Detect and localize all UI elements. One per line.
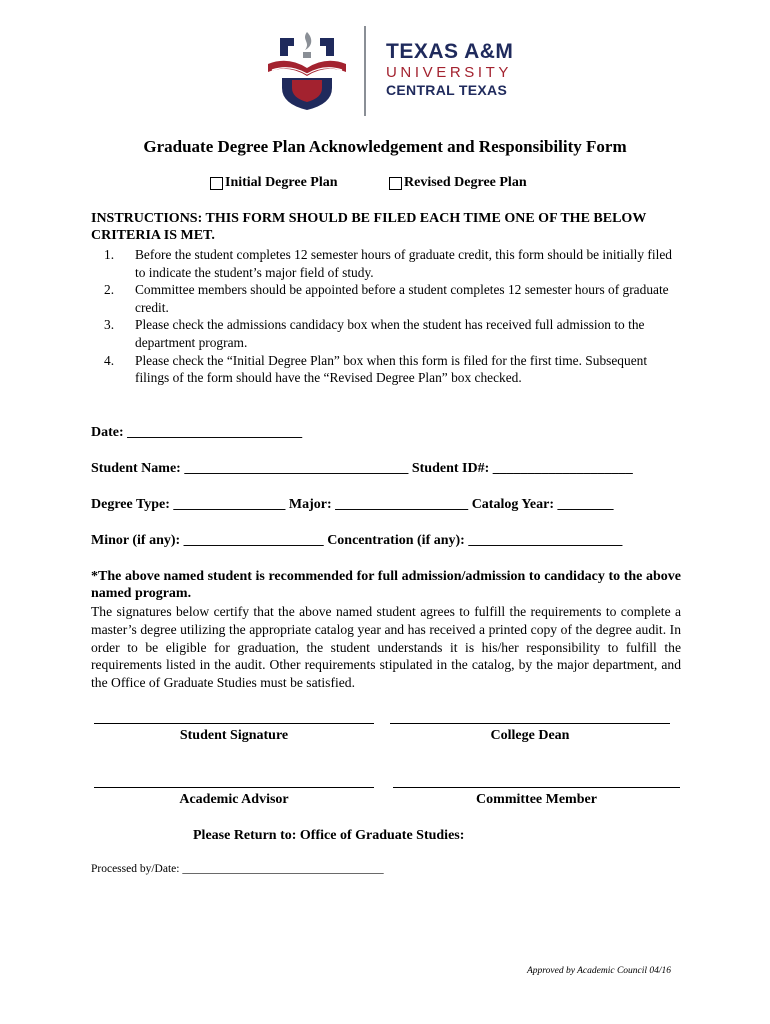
logo-text-texas-am: TEXAS A&M bbox=[386, 40, 514, 63]
student-id-field[interactable]: Student ID#: ____________________ bbox=[411, 461, 633, 476]
list-number: 1. bbox=[104, 247, 115, 262]
committee-member-signature-line[interactable] bbox=[393, 787, 680, 788]
revised-degree-plan-label: Revised Degree Plan bbox=[404, 175, 527, 190]
minor-field-row bbox=[91, 533, 622, 549]
instructions-heading: INSTRUCTIONS: THIS FORM SHOULD BE FILED EACH TIME ONE OF THE BELOW CRITERIA IS MET. bbox=[91, 211, 647, 243]
form-title: Graduate Degree Plan Acknowledgement and Responsibility Form bbox=[143, 137, 627, 156]
list-item bbox=[104, 246, 684, 281]
list-number: 4. bbox=[104, 352, 115, 368]
list-number: 2. bbox=[104, 282, 115, 298]
student-signature-line[interactable] bbox=[94, 723, 374, 724]
student-field-row bbox=[91, 461, 633, 477]
university-logo bbox=[262, 30, 352, 110]
major-field[interactable]: Major: ___________________ bbox=[288, 497, 469, 512]
degree-field-row bbox=[91, 497, 613, 513]
committee-member-label: Committee Member bbox=[476, 792, 597, 807]
logo-text-university: UNIVERSITY bbox=[386, 64, 513, 81]
shield-icon bbox=[262, 30, 352, 110]
approval-note: Approved by Academic Council 04/16 bbox=[527, 966, 672, 976]
processed-by-field[interactable]: Processed by/Date: ___________________________________ bbox=[91, 863, 384, 875]
date-field-row bbox=[91, 425, 302, 441]
academic-advisor-signature-line[interactable] bbox=[94, 787, 374, 788]
degree-type-field[interactable]: Degree Type: ________________ bbox=[91, 497, 286, 512]
college-dean-signature-line[interactable] bbox=[390, 723, 670, 724]
list-text: Before the student completes 12 semester hours of graduate credit, this form should be initially filed to indicate the student’s major field of study. bbox=[135, 247, 672, 280]
initial-degree-plan-label: Initial Degree Plan bbox=[225, 175, 338, 190]
recommendation-statement: *The above named student is recommended for full admission/admission to candidacy to the above named program. bbox=[91, 569, 681, 601]
list-text: Please check the “Initial Degree Plan” box when this form is filed for the first time. Subsequent filings of the form should have the “Revised Degree Plan” box checked. bbox=[135, 352, 648, 386]
college-dean-label: College Dean bbox=[490, 728, 570, 743]
list-item bbox=[104, 352, 684, 387]
list-item bbox=[104, 281, 684, 316]
list-text: Please check the admissions candidacy box when the student has received full admission to the department program. bbox=[135, 317, 645, 350]
concentration-field[interactable]: Concentration (if any): ______________________ bbox=[327, 533, 623, 548]
checkbox-box[interactable] bbox=[389, 177, 402, 190]
revised-degree-plan-checkbox[interactable] bbox=[389, 175, 527, 191]
academic-advisor-label: Academic Advisor bbox=[179, 792, 289, 807]
student-signature-label: Student Signature bbox=[179, 728, 289, 743]
date-field[interactable]: Date: _________________________ bbox=[91, 425, 303, 440]
list-text: Committee members should be appointed before a student completes 12 semester hours of graduate credit. bbox=[135, 282, 669, 315]
list-item bbox=[104, 316, 684, 351]
catalog-year-field[interactable]: Catalog Year: ________ bbox=[471, 497, 614, 512]
initial-degree-plan-checkbox[interactable] bbox=[210, 175, 338, 191]
instructions-list bbox=[104, 246, 684, 387]
return-instructions: Please Return to: Office of Graduate Studies: bbox=[193, 828, 465, 843]
list-number: 3. bbox=[104, 317, 115, 333]
logo-divider bbox=[364, 26, 366, 116]
logo-text-central-texas: CENTRAL TEXAS bbox=[386, 82, 508, 98]
checkbox-box[interactable] bbox=[210, 177, 223, 190]
minor-field[interactable]: Minor (if any): ____________________ bbox=[91, 533, 324, 548]
certification-paragraph: The signatures below certify that the above named student agrees to fulfill the requirements to complete a master’s degree utilizing the appropriate catalog year and has received a printed copy of the degree audit. In order to be eligible for graduation, the student understands it is his/her responsibility to fulfill the requirements listed in the audit. Other requirements stipulated in the catalog, by the major department, and the Office of Graduate Studies must be satisfied. bbox=[91, 604, 681, 691]
student-name-field[interactable]: Student Name: ________________________________ bbox=[91, 461, 409, 476]
